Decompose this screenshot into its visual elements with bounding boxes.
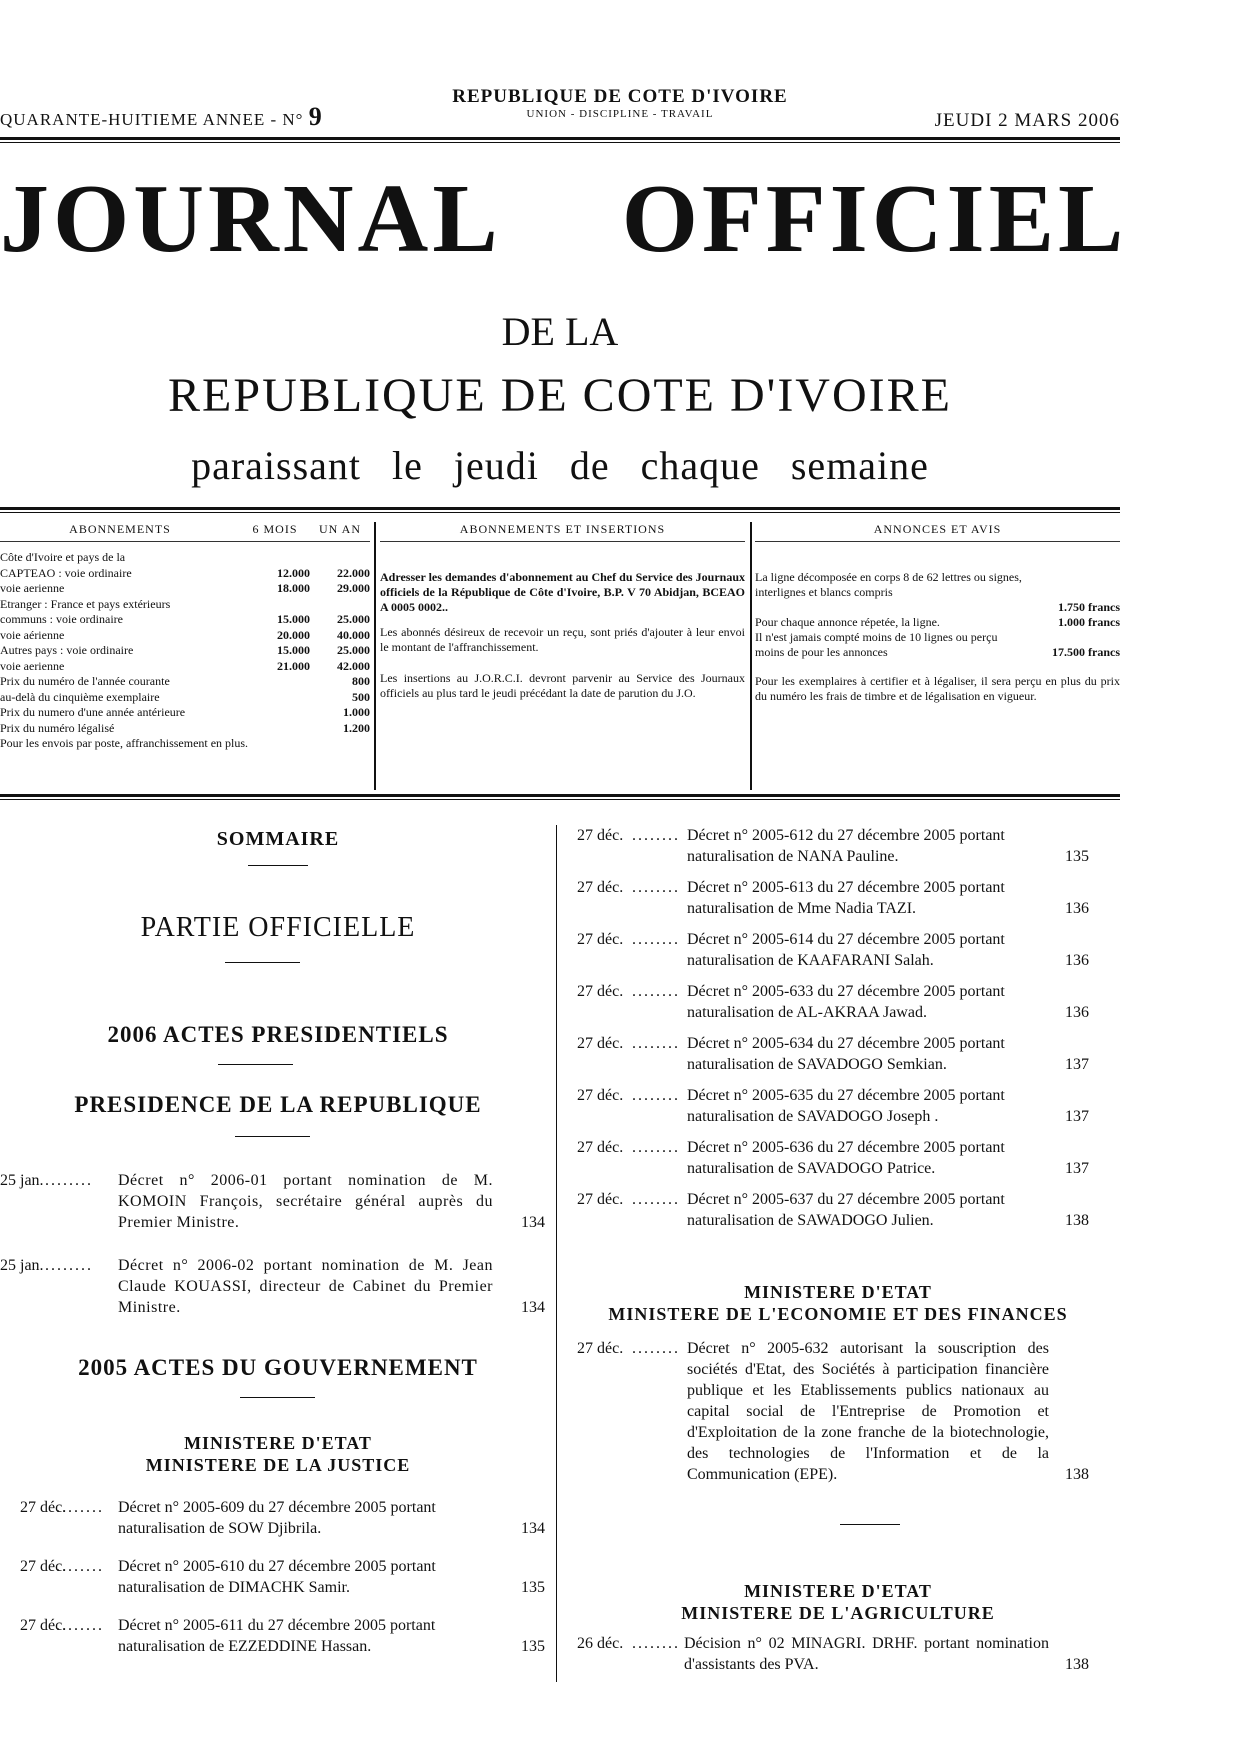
- decree-entry: [577, 825, 1089, 867]
- subscription-row: [0, 705, 370, 721]
- entry-leader: ........: [632, 827, 680, 844]
- entry-line-1: Décret n° 2005-609 du 27 décembre 2005 portant: [118, 1499, 436, 1516]
- subscription-label: au-delà du cinquième exemplaire: [0, 689, 160, 704]
- economie-entry-page: 138: [1065, 1466, 1089, 1483]
- header-rule: [0, 137, 1120, 140]
- entry-line-2: naturalisation de SAVADOGO Joseph .: [687, 1108, 939, 1125]
- subscription-6-mois: [255, 705, 310, 721]
- masthead-officiel: OFFICIEL: [621, 165, 1128, 273]
- entry-leader: ........: [632, 1035, 680, 1052]
- subscription-un-an: 1.200: [343, 720, 370, 735]
- subscription-un-an: 25.000: [337, 612, 370, 626]
- entry-line-1: Décret n° 2005-611 du 27 décembre 2005 portant: [118, 1617, 436, 1634]
- subscription-label: Etranger : France et pays extérieurs: [0, 596, 171, 611]
- subscription-6-mois: [255, 736, 310, 752]
- entry-line-1: Décret n° 2005-636 du 27 décembre 2005 portant: [687, 1139, 1005, 1156]
- column-divider: [556, 825, 557, 1682]
- insertions-title: ABONNEMENTS ET INSERTIONS: [380, 522, 745, 542]
- entry-page: 136: [1065, 952, 1089, 969]
- boxes-rule: [0, 794, 1120, 797]
- subscription-un-an: [310, 736, 370, 752]
- entry-line-2: naturalisation de NANA Pauline.: [687, 848, 899, 865]
- entry-page: 138: [1065, 1212, 1089, 1229]
- partie-rule: [225, 962, 300, 963]
- subscription-row: [0, 581, 370, 597]
- subscription-label: communs : voie ordinaire: [0, 612, 123, 626]
- agriculture-entry-page: 138: [1065, 1656, 1089, 1673]
- subscription-label: Prix du numéro légalisé: [0, 720, 115, 735]
- entry-page: 134: [521, 1520, 545, 1537]
- presidential-entry: [0, 1170, 545, 1233]
- subscription-label: Pour les envois par poste, affranchissement en plus.: [0, 736, 249, 750]
- annonces-row-3-label: Il n'est jamais compté moins de 10 lignes ou perçu moins de pour les annonces: [755, 630, 998, 659]
- subscription-label: voie aerienne: [0, 581, 65, 595]
- annonces-box: [755, 522, 1120, 790]
- subscription-label: voie aérienne: [0, 627, 65, 642]
- subscription-row: [0, 721, 370, 737]
- agriculture-entry-date: 26 déc.: [577, 1635, 624, 1652]
- subscription-6-mois: 12.000: [277, 565, 310, 580]
- masthead-rule: [0, 507, 1120, 510]
- entry-line-1: Décret n° 2005-612 du 27 décembre 2005 portant: [687, 827, 1005, 844]
- entry-line-1: Décret n° 2005-633 du 27 décembre 2005 portant: [687, 983, 1005, 1000]
- entry-date: 27 déc.: [577, 1035, 624, 1052]
- masthead-title: [0, 165, 1128, 273]
- presidence-rule: [235, 1136, 310, 1137]
- entry-line-2: naturalisation de AL-AKRAA Jawad.: [687, 1004, 927, 1021]
- subscription-row: [0, 550, 370, 566]
- entry-date: 27 déc.: [577, 1139, 624, 1156]
- entry-page: 135: [521, 1638, 545, 1655]
- subscription-un-an: 40.000: [337, 627, 370, 642]
- entry-date: 27 déc.: [20, 1499, 67, 1516]
- issue-number: 9: [308, 102, 323, 131]
- issue-date: JEUDI 2 MARS 2006: [934, 110, 1120, 131]
- insertions-receipt: Les abonnés désireux de recevoir un reçu, sont priés d'ajouter à leur envoi le montant de l'affranchissement.: [380, 625, 745, 654]
- decree-entry: [577, 929, 1089, 971]
- entry-leader: ........: [632, 931, 680, 948]
- entry-page: 137: [1065, 1108, 1089, 1125]
- annonces-row-3: [755, 630, 1120, 660]
- entry-date: 27 déc.: [577, 879, 624, 896]
- decree-entry: [20, 1615, 545, 1657]
- entry-page: 136: [1065, 1004, 1089, 1021]
- header-rule-thin: [0, 142, 1120, 143]
- entry-leader: ........: [45, 1257, 93, 1274]
- entry-date: 27 déc.: [577, 1191, 624, 1208]
- subscription-label: Prix du numero d'une année antérieure: [0, 705, 186, 719]
- issue-line: [0, 102, 323, 132]
- subscriptions-col-6: 6 MOIS: [252, 522, 298, 536]
- decree-entry: [577, 1085, 1089, 1127]
- entry-date: 25 jan.: [0, 1172, 44, 1189]
- subscription-row: [0, 659, 370, 675]
- subscription-6-mois: [255, 550, 310, 566]
- partie-officielle: PARTIE OFFICIELLE: [140, 912, 416, 943]
- justice-heading: [0, 1432, 556, 1476]
- presidence: PRESIDENCE DE LA REPUBLIQUE: [74, 1092, 482, 1117]
- economie-heading: [556, 1281, 1120, 1325]
- subscription-6-mois: 15.000: [277, 643, 310, 657]
- entry-page: 137: [1065, 1160, 1089, 1177]
- subscription-row: [0, 628, 370, 644]
- entry-text: Décret n° 2006-02 portant nomination de M. Jean Claude KOUASSI, directeur de Cabinet du Premier Ministre.: [118, 1257, 493, 1316]
- entry-line-1: Décret n° 2005-635 du 27 décembre 2005 portant: [687, 1087, 1005, 1104]
- entry-text: Décret n° 2006-01 portant nomination de M. KOMOIN François, secrétaire général auprès du Premier Ministre.: [118, 1172, 493, 1231]
- actes-gouvernement: 2005 ACTES DU GOUVERNEMENT: [78, 1355, 478, 1380]
- annonces-title: ANNONCES ET AVIS: [755, 522, 1120, 542]
- box-divider-2: [750, 522, 752, 790]
- subscription-un-an: 25.000: [337, 643, 370, 657]
- entry-date: 27 déc.: [20, 1558, 67, 1575]
- subscription-row: [0, 674, 370, 690]
- masthead-journal: JOURNAL: [0, 165, 502, 273]
- entry-line-2: naturalisation de DIMACHK Samir.: [118, 1579, 350, 1596]
- boxes-rule-thin: [0, 799, 1120, 800]
- economie-rule: [840, 1524, 900, 1525]
- decree-entry: [577, 877, 1089, 919]
- entry-leader: ........: [56, 1499, 104, 1516]
- header-republic: REPUBLIQUE DE COTE D'IVOIRE: [452, 86, 788, 107]
- entry-leader: ........: [632, 1139, 680, 1156]
- subscriptions-box: [0, 522, 370, 790]
- entry-page: 137: [1065, 1056, 1089, 1073]
- subscription-un-an: 500: [352, 689, 370, 704]
- entry-line-2: naturalisation de SAWADOGO Julien.: [687, 1212, 934, 1229]
- subscription-row: [0, 566, 370, 582]
- decree-entry: [577, 981, 1089, 1023]
- subscription-row: [0, 690, 370, 706]
- subscription-row: [0, 643, 370, 659]
- annonces-row-1-label: La ligne décomposée en corps 8 de 62 lettres ou signes, interlignes et blancs compris: [755, 570, 1022, 599]
- entry-line-2: naturalisation de KAAFARANI Salah.: [687, 952, 934, 969]
- annonces-row-2-label: Pour chaque annonce répetée, la ligne.: [755, 615, 940, 629]
- entry-page: 135: [1065, 848, 1089, 865]
- subscription-un-an: 800: [352, 674, 370, 688]
- annonces-row-1-value: 1.750 francs: [1058, 600, 1120, 614]
- entry-line-2: naturalisation de SAVADOGO Patrice.: [687, 1160, 936, 1177]
- entry-line-1: Décret n° 2005-610 du 27 décembre 2005 portant: [118, 1558, 436, 1575]
- masthead-republic: REPUBLIQUE DE COTE D'IVOIRE: [168, 369, 952, 422]
- actes-presidentiels: 2006 ACTES PRESIDENTIELS: [107, 1022, 449, 1047]
- justice-heading-1: MINISTERE D'ETAT: [184, 1433, 372, 1453]
- entry-leader: ........: [56, 1558, 104, 1575]
- entry-leader: ........: [45, 1172, 93, 1189]
- insertions-box: [380, 522, 745, 790]
- subscription-6-mois: [255, 721, 310, 737]
- entry-page: 134: [521, 1214, 545, 1231]
- entry-date: 27 déc.: [577, 1087, 624, 1104]
- subscriptions-table: [0, 550, 370, 752]
- subscription-label: CAPTEAO : voie ordinaire: [0, 565, 132, 580]
- entry-line-2: naturalisation de SAVADOGO Semkian.: [687, 1056, 947, 1073]
- entry-leader: ........: [56, 1617, 104, 1634]
- masthead-periodicity: paraissant le jeudi de chaque semaine: [191, 443, 929, 488]
- decree-entry: [577, 1189, 1089, 1231]
- box-divider-1: [374, 522, 376, 790]
- entry-leader: ........: [632, 1191, 680, 1208]
- economie-entry-date: 27 déc.: [577, 1340, 624, 1357]
- annonces-row-1: [755, 570, 1120, 615]
- entry-line-1: Décret n° 2005-614 du 27 décembre 2005 portant: [687, 931, 1005, 948]
- entry-leader: ........: [632, 1087, 680, 1104]
- insertions-address: Adresser les demandes d'abonnement au Chef du Service des Journaux officiels de la République de Côte d'Ivoire, B.P. V 70 Abidjan, BCEAO A 0005 0002..: [380, 570, 745, 614]
- decree-entry: [577, 1033, 1089, 1075]
- entry-line-2: naturalisation de Mme Nadia TAZI.: [687, 900, 917, 917]
- entry-leader: ........: [632, 879, 680, 896]
- subscription-un-an: 1.000: [343, 705, 370, 719]
- sommaire-title: SOMMAIRE: [216, 828, 340, 850]
- entry-line-2: naturalisation de SOW Djibrila.: [118, 1520, 322, 1537]
- annonces-note: Pour les exemplaires à certifier et à légaliser, il sera perçu en plus du prix du numéro les frais de timbre et de légalisation en vigueur.: [755, 674, 1120, 703]
- subscription-un-an: 22.000: [337, 565, 370, 580]
- subscription-6-mois: 15.000: [277, 612, 310, 626]
- actes-pres-rule: [218, 1064, 293, 1065]
- decree-entry: [20, 1556, 545, 1598]
- decree-entry: [20, 1497, 545, 1539]
- economie-entry-leader: ........: [632, 1340, 680, 1357]
- annonces-row-3-value: 17.500 francs: [1052, 645, 1120, 659]
- entry-line-1: Décret n° 2005-637 du 27 décembre 2005 portant: [687, 1191, 1005, 1208]
- entry-leader: ........: [632, 983, 680, 1000]
- economie-heading-2: MINISTERE DE L'ECONOMIE ET DES FINANCES: [608, 1304, 1068, 1324]
- subscription-6-mois: 20.000: [277, 627, 310, 642]
- subscription-label: Côte d'Ivoire et pays de la: [0, 550, 126, 564]
- agriculture-entry-text: Décision n° 02 MINAGRI. DRHF. portant nomination d'assistants des PVA.: [684, 1635, 1049, 1673]
- subscription-un-an: 29.000: [337, 581, 370, 595]
- entry-date: 27 déc.: [577, 827, 624, 844]
- insertions-deadline: Les insertions au J.O.R.C.I. devront parvenir au Service des Journaux officiels au plus tard le jeudi précédant la date de parution du J.O.: [380, 671, 745, 700]
- annonces-row-2: [755, 615, 1120, 630]
- subscription-row: [0, 612, 370, 628]
- entry-date: 27 déc.: [577, 983, 624, 1000]
- subscription-row: [0, 597, 370, 613]
- subscription-6-mois: 21.000: [277, 658, 310, 673]
- subscription-row: [0, 736, 370, 752]
- header-motto: UNION - DISCIPLINE - TRAVAIL: [526, 108, 714, 120]
- issue-year: QUARANTE-HUITIEME ANNEE - N°: [0, 110, 304, 129]
- entry-date: 27 déc.: [20, 1617, 67, 1634]
- masthead-de-la: DE LA: [501, 309, 619, 354]
- economie-entry-text: Décret n° 2005-632 autorisant la souscription des sociétés d'Etat, des Sociétés à participation financière publique et les Etablissements publics nationaux au capital social de l'Entreprise de Promotion et d'Exploitation de la zone franche de la biotechnologie, des technologies de l'Information et de la Communication (EPE).: [687, 1340, 1049, 1483]
- agriculture-heading-1: MINISTERE D'ETAT: [744, 1581, 932, 1601]
- entry-line-1: Décret n° 2005-613 du 27 décembre 2005 portant: [687, 879, 1005, 896]
- agriculture-heading: [556, 1580, 1120, 1624]
- agriculture-entry-leader: ........: [632, 1635, 680, 1652]
- subscription-label: Prix du numéro de l'année courante: [0, 674, 170, 688]
- entry-line-2: naturalisation de EZZEDDINE Hassan.: [118, 1638, 372, 1655]
- entry-page: 134: [521, 1299, 545, 1316]
- sommaire-rule: [248, 865, 308, 866]
- annonces-row-2-value: 1.000 francs: [1058, 615, 1120, 629]
- entry-page: 136: [1065, 900, 1089, 917]
- subscription-6-mois: 18.000: [277, 581, 310, 595]
- subscription-un-an: [310, 550, 370, 566]
- entry-date: 25 jan.: [0, 1257, 44, 1274]
- subscription-label: voie aerienne: [0, 658, 65, 673]
- subscription-un-an: 42.000: [337, 658, 370, 673]
- presidential-entry: [0, 1255, 545, 1318]
- masthead-rule-thin: [0, 512, 1120, 513]
- entry-date: 27 déc.: [577, 931, 624, 948]
- decree-entry: [577, 1137, 1089, 1179]
- subscriptions-col-12: UN AN: [318, 522, 361, 536]
- subscription-6-mois: [255, 674, 310, 690]
- economie-entry: [577, 1338, 1089, 1485]
- subscription-un-an: [310, 597, 370, 613]
- subscription-6-mois: [255, 597, 310, 613]
- agriculture-heading-2: MINISTERE DE L'AGRICULTURE: [681, 1603, 995, 1623]
- agriculture-entry: [577, 1633, 1089, 1675]
- subscription-label: Autres pays : voie ordinaire: [0, 643, 134, 657]
- subscription-6-mois: [255, 690, 310, 706]
- header-center: [420, 86, 820, 120]
- subscriptions-title: ABONNEMENTS: [69, 522, 171, 536]
- entry-line-1: Décret n° 2005-634 du 27 décembre 2005 portant: [687, 1035, 1005, 1052]
- actes-gouv-rule: [240, 1397, 315, 1398]
- entry-page: 135: [521, 1579, 545, 1596]
- economie-heading-1: MINISTERE D'ETAT: [744, 1282, 932, 1302]
- justice-heading-2: MINISTERE DE LA JUSTICE: [145, 1455, 411, 1475]
